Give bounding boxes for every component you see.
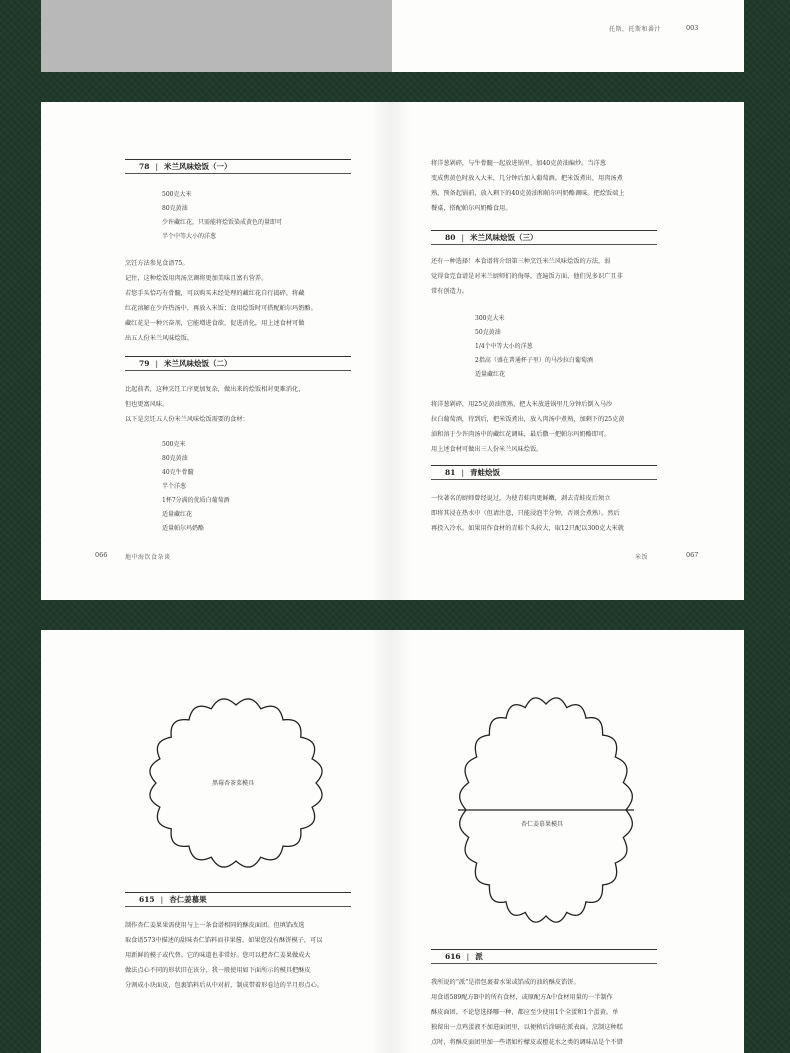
ingredient: 半个洋葱	[162, 483, 187, 490]
section-header-616	[431, 949, 657, 964]
text-line: 比起前者，这种烹饪工序更加复杂，做出来的烩饭相对更难消化，	[125, 386, 305, 393]
text-line: 红花溶解在少许热汤中，再放入米饭；食用烩饭时可搭配帕尔玛奶酪。	[125, 305, 317, 312]
ingredient: 适量帕尔玛奶酪	[162, 525, 205, 532]
section-title: 米兰风味烩饭（一）	[163, 162, 232, 171]
running-head-right: 米饭	[635, 554, 649, 561]
text-line: 藏红花是一种兴奋剂，它能增进食欲，促进消化，用上述食材可做	[125, 320, 305, 327]
mould-label: 黑莓杏茶菜模具	[212, 780, 255, 787]
text-line: 拉白葡萄酒，待到后，把米饭煮出，放入肉汤中煮熟，加剩下的25克黄	[431, 416, 625, 423]
text-line: 若您手头恰巧有骨髓，可以购买未经处理的藏红花自行捣碎，将藏	[125, 290, 305, 297]
body-text	[125, 382, 304, 427]
section-number: 80	[445, 233, 456, 242]
text-line: 记住，这种烩饭用肉汤烹调将更加美味且富有营养。	[125, 275, 268, 282]
ingredient: 500克大米	[162, 191, 192, 198]
text-line: 觉得食完食谱是对米兰厨师们的侮辱，查遍饭方面，他们见多识广且非	[431, 273, 623, 280]
scalloped-halfmoon-mould	[446, 688, 646, 938]
section-header-80	[431, 230, 657, 245]
ingredient: 40克牛骨髓	[162, 469, 194, 476]
section-header-615	[125, 892, 351, 907]
page-number-right: 067	[686, 551, 699, 559]
section-number: 79	[139, 359, 150, 368]
text-line: 酥皮面团。不论您选择哪一种，都应至少使用1个全蛋和1个蛋黄。单	[431, 1009, 619, 1016]
section-title: 米兰风味烩饭（三）	[469, 233, 538, 242]
divider-bar: |	[155, 359, 158, 368]
running-head-left: 地中海饮食杂谈	[125, 554, 171, 561]
body-text	[431, 254, 623, 299]
section-title: 派	[475, 952, 483, 961]
divider-bar: |	[461, 233, 464, 242]
divider-bar: |	[466, 952, 470, 961]
text-line: 变成焦黄色时放入大米，几分钟后加入葡萄酒。把米饭煮出，用肉汤煮	[431, 175, 623, 182]
text-line: 以下是烹饪五人份米兰风味烩饭需要的食材：	[125, 416, 249, 423]
text-line: 还有一种选择！本食谱将介绍第三种烹饪米兰风味烩饭的方法，弱	[431, 258, 611, 265]
text-line: 制作杏仁姜果果需使用与上一条食谱相同的酥皮面团。但填馅改选	[125, 922, 305, 929]
text-line: 油和溶于少许肉汤中的藏红花调味，最后撒一把帕尔玛奶酪即可。	[431, 431, 611, 438]
page-number: 003	[686, 24, 699, 32]
text-line: 分割成小块面皮，包裹馅料后从中对折，制成带着形卷边的半月形点心。	[125, 982, 323, 989]
middle-spread	[41, 102, 744, 600]
section-header-81	[431, 465, 657, 480]
section-number: 81	[445, 468, 456, 477]
section-number: 615	[139, 895, 155, 904]
text-line: 用新鲜的模子或代替。它的味道也非常好。您可以把杏仁姜果做成大	[125, 952, 311, 959]
text-line: 取食谱573中描述的甜味杏仁馅料而非果酱。如果您没有酥饼模子，可以	[125, 937, 323, 944]
ingredient: 500克米	[162, 441, 186, 448]
ingredient-list	[475, 312, 593, 382]
text-line: 烹饪方法参见食谱75。	[125, 260, 189, 267]
section-number: 616	[445, 952, 461, 961]
divider-bar: |	[461, 468, 464, 477]
text-line: 我所说的“派”是指包裹着水果或馅成的油的酥皮馅饼。	[431, 979, 580, 986]
body-text	[431, 156, 625, 216]
ingredient-list	[162, 438, 230, 536]
body-text	[125, 918, 323, 993]
body-text	[125, 256, 317, 346]
running-head: 托斯，托斯和番汁	[609, 26, 662, 33]
page-number-left: 066	[95, 551, 108, 559]
text-line: 常有创造力。	[431, 288, 469, 295]
section-title: 杏仁姜慕果	[169, 895, 207, 904]
divider-bar: |	[155, 162, 158, 171]
ingredient: 300克大米	[475, 315, 505, 322]
ingredient: 2指高（盛在普通杯子里）的马沙拉白葡萄酒	[475, 357, 593, 364]
text-line: 做法点心不同的形状旧在该分，我一般使用如下面所示的模具把酥皮	[125, 967, 311, 974]
text-line: 将洋葱剁碎，与牛骨髓一起放进锅里，加40克黄油煸炒。当洋葱	[431, 160, 606, 167]
text-line: 出五人份米兰风味烩饭。	[125, 335, 194, 342]
gray-image-block	[41, 0, 392, 72]
gutter-shadow	[371, 630, 411, 1053]
body-text	[431, 397, 625, 457]
section-number: 78	[139, 162, 150, 171]
text-line: 即将其浸在热水中（但请注意，只能浸泡半分钟，否则会煮熟）。然后	[431, 510, 620, 517]
text-line: 独留出一点鸡蛋液不加进面团里，以便稍后涂刷在派表面。烹制这种糕	[431, 1024, 623, 1031]
ingredient: 少许藏红花，只需能将烩饭染成黄色的量即可	[162, 219, 283, 226]
top-page	[41, 0, 744, 72]
text-line: 但也更富风味。	[125, 401, 169, 408]
text-line: 再投入冷水。如果用作食材的青蛙个头较大，取12只配以300克大米就	[431, 525, 624, 532]
ingredient-list	[162, 188, 282, 244]
text-line: 一位著名的厨师曾经说过，为使青蛙肉更鲜嫩，剥去青蛙皮后须立	[431, 495, 611, 502]
text-line: 餐桌，搭配帕尔玛奶酪食用。	[431, 205, 512, 212]
mould-label: 杏仁姜慕果模具	[521, 821, 564, 828]
gutter-shadow	[371, 102, 411, 600]
text-line: 熟，预备起锅前，放入剩下的40克黄油和帕尔玛奶酪调味。把烩饭端上	[431, 190, 625, 197]
section-header-78	[125, 159, 351, 174]
ingredient: 1杯7分满的优质白葡萄酒	[162, 497, 230, 504]
text-line: 用食谱589配方B中的所有食材，或原配方A中食材用量的一半制作	[431, 994, 613, 1001]
section-title: 青蛙烩饭	[469, 468, 500, 477]
body-text	[431, 491, 624, 536]
bottom-spread	[41, 630, 744, 1053]
ingredient: 80克黄油	[162, 455, 188, 462]
ingredient: 半个中等大小的洋葱	[162, 233, 217, 240]
text-line: 用上述食材可做出三人份米兰风味烩饭。	[431, 446, 543, 453]
ingredient: 适量藏红花	[162, 511, 193, 518]
ingredient: 适量藏红花	[475, 371, 506, 378]
section-title: 米兰风味烩饭（二）	[163, 359, 232, 368]
ingredient: 50克黄油	[475, 329, 501, 336]
divider-bar: |	[160, 895, 164, 904]
text-line: 将洋葱剁碎，用25克黄油煎熟，把大米放进锅里几分钟后倒入马沙	[431, 401, 613, 408]
body-text	[431, 975, 623, 1050]
ingredient: 1/4个中等大小的洋葱	[475, 343, 533, 350]
ingredient: 80克黄油	[162, 205, 188, 212]
text-line: 点时，将酥皮面团里加一些诸如柠檬皮或橙花水之类的调味品是个不错	[431, 1039, 623, 1046]
section-header-79	[125, 356, 351, 371]
